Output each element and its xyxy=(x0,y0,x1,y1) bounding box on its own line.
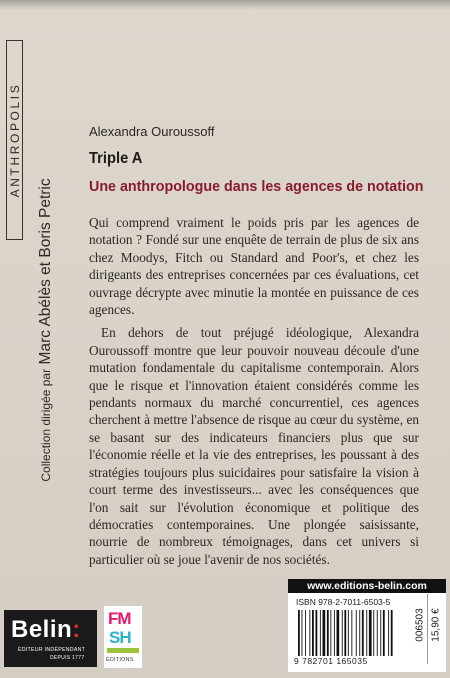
barcode-bar xyxy=(342,610,343,656)
barcode-bar xyxy=(377,610,378,656)
blurb-paragraph-1: Qui comprend vraiment le poids pris par les agences de notation ? Fondé sur une enquête de terrain de plus de six ans chez Moodys, Fitch ou Standard and Poor's, et chez les dirigeants des entreprises concernées par ces évaluations, cet ouvrage décrypte avec minutie la montée en puissance de ces agences. xyxy=(89,215,419,318)
barcode-bar xyxy=(388,610,389,656)
barcode-bar xyxy=(359,610,360,656)
barcode-bar xyxy=(330,610,331,656)
barcode-bar xyxy=(356,610,357,656)
barcode-bar xyxy=(316,610,318,656)
publisher-colon: : xyxy=(72,616,81,643)
fmsh-logo-label: ÉDITIONS xyxy=(106,657,134,663)
barcode-bar xyxy=(362,610,364,656)
collection-prefix: Collection dirigée par xyxy=(39,368,53,482)
barcode-bar xyxy=(302,610,303,656)
barcode-bar xyxy=(369,610,372,656)
publisher-logo xyxy=(4,610,97,667)
barcode-bar xyxy=(337,610,340,656)
barcode-bar xyxy=(380,610,381,656)
book-subtitle: Une anthropologue dans les agences de notation xyxy=(89,179,424,195)
fmsh-logo-fm: FM xyxy=(108,609,131,628)
isbn-text: ISBN 978-2-7011-6503-5 xyxy=(296,597,391,607)
collection-directors: Marc Abélès et Boris Petric xyxy=(37,178,54,365)
barcode-bar xyxy=(366,610,367,656)
book-title: Triple A xyxy=(89,150,143,167)
fmsh-logo-bar xyxy=(107,648,139,653)
publisher-tagline-1: ÉDITEUR INDÉPENDANT xyxy=(18,647,86,653)
fmsh-logo-sh: SH xyxy=(109,628,131,647)
barcode-bar xyxy=(298,610,300,656)
cover-edge-shadow xyxy=(0,0,450,10)
publisher-tagline-2: DEPUIS 1777 xyxy=(50,655,85,661)
barcode-bar xyxy=(373,610,374,656)
barcode-bar xyxy=(391,610,393,656)
barcode-bar xyxy=(323,610,326,656)
fmsh-logo xyxy=(104,606,142,668)
collection-credit xyxy=(37,178,55,481)
barcode-bar xyxy=(305,610,306,656)
blurb-paragraph-2: En dehors de tout préjugé idéologique, Alexandra Ouroussoff montre que leur pouvoir nouveau découle d'une mutation fondamentale du capitalisme contemporain. Alors que le risque et l'innovation étaient considérés comme les pendants normaux du marché concurrentiel, ces agences cherchent à mettre l'absence de risque au cœur du système, en se basant sur des indicateurs financiers plus que sur l'économie réelle et la vie des entreprises, les poussant à des stratégies toujours plus suicidaires pour satisfaire la vision à court terme des investisseurs... avec les conséquences que l'on sait sur l'évolution économique et politique des démocraties contemporaines. Une plongée saisissante, nourrie de nombreux témoignages, dans cet univers si particulier où se joue l'avenir de nos sociétés. xyxy=(89,325,419,567)
barcode-bar xyxy=(344,610,346,656)
barcode-separator xyxy=(427,594,428,664)
barcode-bar xyxy=(327,610,329,656)
barcode-bar xyxy=(348,610,349,656)
barcode-bar xyxy=(309,610,310,656)
product-code: 006503 xyxy=(414,608,426,642)
barcode-bar xyxy=(334,610,335,656)
barcode-bar xyxy=(383,610,385,656)
publisher-name-text: Belin xyxy=(11,616,73,643)
barcode-bar xyxy=(312,610,314,656)
series-name: ANTHROPOLIS xyxy=(8,82,22,198)
publisher-name xyxy=(11,616,81,644)
barcode-digits: 9 782701 165035 xyxy=(294,656,368,666)
book-author: Alexandra Ouroussoff xyxy=(89,124,215,139)
price: 15,90 € xyxy=(430,608,442,642)
publisher-website: www.editions-belin.com xyxy=(288,579,446,593)
barcode-bar xyxy=(351,610,352,656)
barcode-bar xyxy=(320,610,321,656)
blurb xyxy=(89,214,419,568)
barcode-graphic xyxy=(296,610,406,656)
